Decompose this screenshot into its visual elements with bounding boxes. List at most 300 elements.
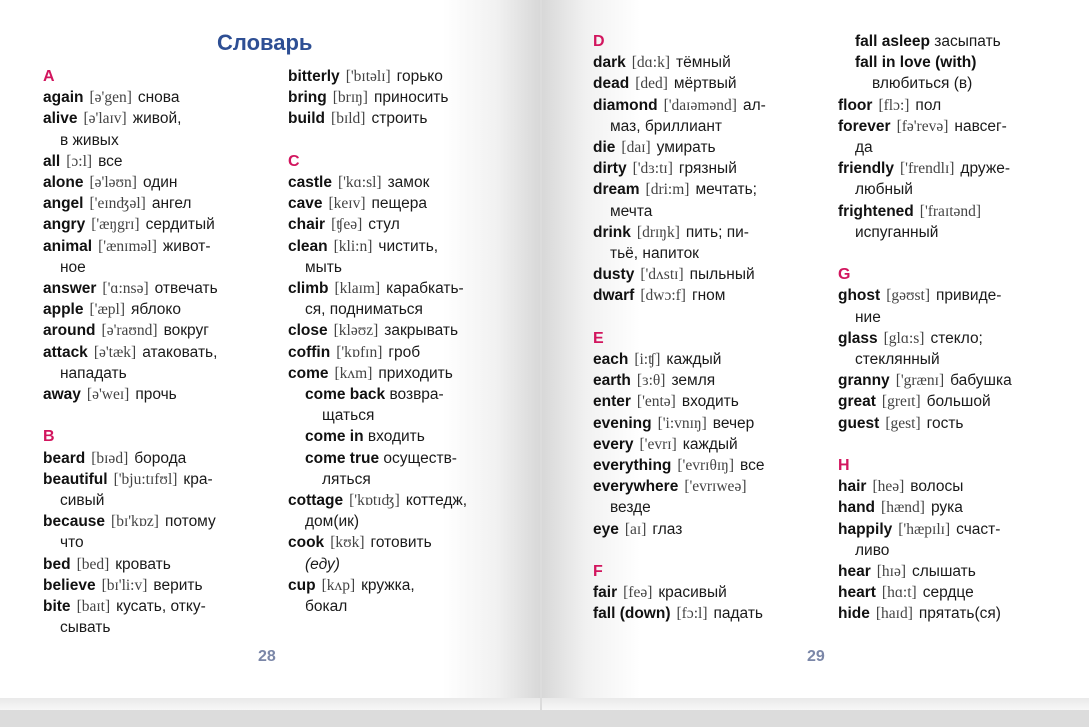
- entry-transcription: [kli:n]: [333, 237, 373, 255]
- section-letter: E: [593, 329, 604, 347]
- dictionary-entry: [593, 349, 813, 370]
- entry-word: granny: [838, 372, 890, 390]
- dictionary-entry: [288, 575, 503, 617]
- entry-transcription: [bɪ'kɒz]: [111, 513, 159, 531]
- entry-translation: готовить: [370, 534, 432, 552]
- entry-translation: кровать: [115, 555, 171, 573]
- entry-word: frightened: [838, 202, 914, 220]
- dictionary-entry: [593, 476, 813, 518]
- entry-word: hear: [838, 563, 871, 581]
- section-gap: [593, 540, 813, 561]
- dictionary-column-1: [43, 66, 258, 638]
- entry-translation: гроб: [388, 343, 421, 361]
- entry-word: come in: [305, 428, 364, 446]
- entry-translation: вокруг: [163, 322, 209, 340]
- entry-word: earth: [593, 372, 631, 390]
- entry-translation-continued: тьё, напиток: [610, 245, 699, 263]
- dictionary-entry: [288, 278, 503, 320]
- entry-transcription: [ɔ:l]: [66, 152, 93, 170]
- dictionary-entry: [838, 201, 1053, 243]
- entry-translation: живой,: [132, 110, 182, 128]
- entry-transcription: [fə'revə]: [896, 117, 949, 135]
- entry-word: enter: [593, 393, 631, 411]
- entry-translation: ал-: [742, 96, 766, 114]
- dictionary-entry: [838, 52, 1053, 94]
- entry-translation-continued: дом(ик): [305, 513, 360, 531]
- entry-translation: пыльный: [689, 266, 755, 284]
- section-letter: F: [593, 563, 603, 581]
- entry-transcription: ['æpl]: [89, 301, 125, 319]
- section-gap: [43, 405, 258, 426]
- entry-translation: навсег-: [954, 117, 1007, 135]
- entry-translation: все: [98, 152, 123, 170]
- entry-translation: красивый: [658, 584, 727, 602]
- entry-transcription: [aɪ]: [624, 520, 647, 538]
- entry-translation-continued: ное: [60, 258, 86, 276]
- entry-translation: приходить: [378, 364, 453, 382]
- entry-word: hide: [838, 605, 870, 623]
- entry-transcription: [bɪld]: [331, 110, 366, 128]
- entry-word: floor: [838, 96, 873, 114]
- entry-translation-continued: бокал: [305, 598, 348, 616]
- entry-translation: умирать: [656, 139, 716, 156]
- dictionary-entry: [838, 603, 1053, 624]
- entry-word: great: [838, 393, 876, 411]
- entry-note: (еду): [305, 555, 340, 573]
- entry-translation: гном: [691, 287, 726, 305]
- entry-transcription: [kʊk]: [330, 534, 365, 552]
- entry-translation: стекло;: [930, 329, 983, 347]
- entry-transcription: [gest]: [885, 414, 921, 432]
- entry-transcription: ['æŋgrɪ]: [91, 216, 140, 234]
- entry-word: chair: [288, 216, 326, 234]
- entry-translation: прочь: [135, 386, 177, 404]
- entry-word: all: [43, 152, 61, 170]
- dictionary-entry: [288, 193, 503, 214]
- dictionary-entry: [838, 582, 1053, 603]
- entry-word: hair: [838, 478, 867, 496]
- dictionary-entry: [593, 519, 813, 540]
- dictionary-entry: [593, 455, 813, 476]
- dictionary-entry: [43, 299, 258, 320]
- section-letter: D: [593, 33, 605, 50]
- entry-transcription: ['entə]: [636, 393, 676, 411]
- entry-translation: грязный: [678, 160, 737, 178]
- entry-translation: ангел: [151, 195, 192, 213]
- entry-word: dwarf: [593, 287, 635, 305]
- dictionary-column-3: [593, 31, 813, 625]
- dictionary-entry: [838, 95, 1053, 116]
- section-gap: [288, 130, 503, 151]
- entry-word: drink: [593, 223, 631, 241]
- entry-word: castle: [288, 173, 332, 191]
- entry-word: cup: [288, 576, 316, 594]
- entry-word: again: [43, 89, 84, 107]
- entry-translation-continued: что: [60, 534, 84, 552]
- entry-translation: живот-: [162, 237, 211, 255]
- entry-transcription: [bɪəd]: [91, 449, 129, 467]
- entry-translation: рука: [930, 499, 963, 517]
- dictionary-entry: [593, 73, 813, 94]
- entry-transcription: ['i:vnɪŋ]: [657, 414, 707, 432]
- entry-translation: счаст-: [956, 520, 1001, 538]
- entry-translation-continued: сывать: [60, 619, 111, 637]
- entry-word: eye: [593, 520, 619, 538]
- entry-word: apple: [43, 301, 84, 319]
- entry-translation-continued: любный: [855, 181, 913, 199]
- entry-word: every: [593, 435, 634, 453]
- entry-transcription: [bed]: [76, 555, 110, 573]
- entry-transcription: [kʌm]: [334, 364, 373, 382]
- entry-translation: тёмный: [676, 54, 731, 72]
- entry-word: believe: [43, 576, 96, 594]
- page-number-left: 28: [258, 648, 276, 665]
- dictionary-entry: [593, 95, 813, 137]
- entry-translation: коттедж,: [405, 492, 468, 510]
- entry-transcription: [gəʊst]: [886, 287, 930, 305]
- entry-word: dusty: [593, 266, 635, 284]
- entry-word: around: [43, 322, 96, 340]
- dictionary-entry: [43, 87, 258, 108]
- entry-translation-continued: влюбиться (в): [872, 75, 973, 93]
- entry-translation: входить: [681, 393, 739, 411]
- entry-translation-continued: в живых: [60, 131, 119, 149]
- entry-transcription: ['kɒtɪʤ]: [349, 492, 400, 510]
- entry-translation: земля: [671, 372, 716, 390]
- entry-translation: горько: [396, 68, 443, 85]
- entry-word: heart: [838, 584, 876, 602]
- dictionary-entry: [43, 151, 258, 172]
- dictionary-entry: [593, 137, 813, 158]
- entry-word: everything: [593, 457, 672, 475]
- entry-word: cook: [288, 534, 325, 552]
- entry-translation-continued: стеклянный: [855, 351, 940, 369]
- entry-translation: пить; пи-: [685, 223, 749, 241]
- entry-translation: замок: [387, 173, 430, 191]
- dictionary-entry: [288, 320, 503, 341]
- entry-transcription: ['frendlɪ]: [899, 160, 955, 178]
- entry-translation-continued: ливо: [855, 541, 890, 559]
- entry-translation-continued: везде: [610, 499, 651, 517]
- entry-word: ghost: [838, 287, 881, 305]
- entry-transcription: [ə'raʊnd]: [101, 322, 158, 340]
- section-gap: [593, 307, 813, 328]
- entry-word: because: [43, 513, 106, 531]
- entry-transcription: [kləʊz]: [333, 322, 379, 340]
- entry-word: forever: [838, 117, 891, 135]
- entry-transcription: [drɪŋk]: [636, 223, 680, 241]
- dictionary-entry: [43, 384, 258, 405]
- dictionary-entry: [288, 448, 503, 490]
- entry-transcription: [heə]: [872, 478, 905, 496]
- dictionary-entry: [593, 52, 813, 73]
- entry-word: bite: [43, 598, 71, 616]
- dictionary-entry: [593, 264, 813, 285]
- entry-translation: мёртвый: [673, 75, 737, 93]
- entry-translation: сердитый: [145, 216, 215, 234]
- entry-transcription: [ə'laɪv]: [83, 110, 127, 128]
- entry-word: alone: [43, 174, 84, 191]
- entry-translation: прятать(ся): [918, 605, 1001, 623]
- dictionary-entry: [288, 490, 503, 532]
- entry-transcription: ['kɑ:sl]: [337, 173, 382, 191]
- dictionary-entry: [593, 158, 813, 179]
- entry-translation: пол: [915, 96, 942, 114]
- entry-word: fair: [593, 584, 618, 602]
- entry-transcription: [ɜ:θ]: [636, 372, 666, 390]
- entry-transcription: ['ænɪməl]: [98, 237, 157, 255]
- dictionary-entry: [838, 158, 1053, 200]
- page-number-right: 29: [807, 648, 825, 665]
- entry-word: guest: [838, 414, 880, 432]
- entry-translation: гость: [926, 414, 964, 432]
- entry-translation-continued: [288, 554, 503, 575]
- entry-translation: слышать: [912, 563, 976, 581]
- entry-transcription: ['kɒfɪn]: [336, 343, 383, 361]
- entry-transcription: [klaɪm]: [334, 280, 381, 297]
- entry-word: cave: [288, 195, 323, 213]
- dictionary-entry: [43, 596, 258, 638]
- dictionary-entry: [288, 66, 503, 87]
- entry-translation-continued: испуганный: [855, 223, 939, 241]
- entry-word: fall asleep: [855, 33, 930, 50]
- section-letter: H: [838, 457, 850, 475]
- entry-transcription: [feə]: [623, 584, 653, 602]
- entry-translation-continued: мечта: [610, 202, 653, 220]
- dictionary-entry: [288, 214, 503, 235]
- entry-transcription: [fɔ:l]: [676, 605, 708, 623]
- entry-word: fall (down): [593, 605, 671, 623]
- entry-translation: возвра-: [389, 386, 444, 404]
- entry-transcription: [dɑ:k]: [631, 54, 670, 72]
- dictionary-entry: [593, 434, 813, 455]
- dictionary-column-4: [838, 31, 1053, 625]
- entry-word: dirty: [593, 160, 627, 178]
- entry-transcription: ['evrɪθɪŋ]: [677, 457, 735, 475]
- dictionary-entry: [43, 554, 258, 575]
- entry-transcription: [ʧeə]: [331, 216, 363, 234]
- entry-word: happily: [838, 520, 893, 538]
- entry-word: build: [288, 110, 326, 128]
- entry-word: bed: [43, 555, 71, 573]
- entry-word: dead: [593, 75, 630, 93]
- dictionary-entry: [288, 426, 503, 447]
- dictionary-entry: [593, 413, 813, 434]
- dictionary-entry: [838, 116, 1053, 158]
- entry-translation: вечер: [712, 414, 755, 432]
- entry-translation: яблоко: [131, 301, 181, 319]
- entry-transcription: [hænd]: [881, 499, 925, 517]
- entry-word: coffin: [288, 343, 331, 361]
- entry-translation: каждый: [666, 351, 722, 368]
- dictionary-entry: [838, 31, 1053, 52]
- entry-translation: пещера: [371, 195, 427, 213]
- entry-transcription: [ə'weɪ]: [86, 386, 130, 404]
- entry-transcription: ['evrɪweə]: [684, 478, 747, 496]
- entry-transcription: [dri:m]: [645, 181, 690, 199]
- entry-translation: строить: [371, 110, 428, 128]
- section-letter: G: [838, 266, 851, 284]
- entry-transcription: ['bju:tɪfʊl]: [113, 470, 178, 488]
- entry-transcription: [keɪv]: [328, 195, 366, 213]
- entry-word: evening: [593, 414, 652, 432]
- entry-translation-continued: ся, подниматься: [305, 301, 423, 319]
- dictionary-entry: [288, 342, 503, 363]
- entry-translation: отвечать: [154, 280, 218, 298]
- section-letter: B: [43, 428, 55, 446]
- entry-translation: привиде-: [936, 287, 1002, 305]
- entry-translation: верить: [153, 576, 203, 594]
- entry-translation: глаз: [652, 520, 683, 538]
- entry-word: close: [288, 322, 328, 340]
- dictionary-entry: [43, 511, 258, 553]
- entry-word: fall in love (with): [855, 54, 977, 72]
- entry-word: angry: [43, 216, 86, 234]
- entry-word: attack: [43, 343, 88, 361]
- entry-transcription: [brɪŋ]: [332, 89, 368, 107]
- entry-transcription: [bɪ'li:v]: [101, 576, 148, 594]
- dictionary-entry: [593, 285, 813, 306]
- entry-word: die: [593, 139, 616, 156]
- entry-transcription: ['dʌstɪ]: [640, 266, 684, 284]
- dictionary-entry: [43, 448, 258, 469]
- entry-transcription: [baɪt]: [76, 598, 111, 616]
- entry-word: come: [288, 364, 329, 382]
- dictionary-entry: [288, 532, 503, 574]
- dictionary-entry: [43, 320, 258, 341]
- dictionary-entry: [593, 391, 813, 412]
- dictionary-entry: [288, 384, 503, 426]
- left-page: [0, 0, 540, 700]
- dictionary-entry: [43, 172, 258, 193]
- dictionary-entry: [288, 108, 503, 129]
- entry-translation-continued: сивый: [60, 492, 105, 510]
- entry-word: diamond: [593, 96, 658, 114]
- dictionary-entry: [838, 561, 1053, 582]
- entry-word: dream: [593, 181, 640, 199]
- entry-translation: все: [740, 457, 765, 475]
- entry-translation: кусать, отку-: [116, 598, 206, 616]
- dictionary-entry: [43, 342, 258, 384]
- dictionary-entry: [43, 214, 258, 235]
- entry-translation: волосы: [910, 478, 964, 496]
- entry-word: bitterly: [288, 68, 340, 85]
- entry-transcription: [hɑ:t]: [881, 584, 917, 602]
- entry-translation: атаковать,: [142, 343, 218, 361]
- entry-word: away: [43, 386, 81, 404]
- entry-transcription: ['eɪnʤəl]: [89, 195, 146, 213]
- entry-transcription: [dwɔ:f]: [640, 287, 686, 305]
- dictionary-column-2: [288, 66, 503, 617]
- dictionary-entry: [838, 370, 1053, 391]
- entry-translation: кра-: [183, 470, 213, 488]
- entry-word: everywhere: [593, 478, 679, 496]
- entry-translation: кружка,: [361, 576, 415, 594]
- entry-word: cottage: [288, 492, 344, 510]
- entry-word: glass: [838, 329, 878, 347]
- entry-transcription: ['dɜ:tɪ]: [632, 160, 673, 178]
- entry-word: answer: [43, 280, 97, 298]
- entry-word: come back: [305, 386, 386, 404]
- dictionary-entry: [593, 370, 813, 391]
- entry-translation: один: [142, 174, 178, 191]
- dictionary-entry: [838, 497, 1053, 518]
- dictionary-entry: [838, 476, 1053, 497]
- entry-translation-continued: маз, бриллиант: [610, 117, 723, 135]
- dictionary-entry: [593, 603, 813, 624]
- dictionary-entry: [838, 391, 1053, 412]
- entry-transcription: [daɪ]: [621, 139, 651, 156]
- section-gap: [838, 243, 1053, 264]
- dictionary-entry: [593, 582, 813, 603]
- entry-translation: падать: [713, 605, 763, 623]
- entry-translation: входить: [367, 428, 425, 446]
- section-letter: A: [43, 68, 55, 85]
- entry-transcription: ['bɪtəlɪ]: [345, 68, 391, 85]
- entry-word: friendly: [838, 160, 894, 178]
- entry-transcription: [kʌp]: [321, 576, 356, 594]
- entry-transcription: [i:ʧ]: [634, 351, 661, 368]
- entry-translation-continued: ние: [855, 308, 881, 326]
- entry-transcription: ['fraɪtənd]: [919, 202, 982, 220]
- entry-translation: большой: [926, 393, 991, 411]
- entry-transcription: [ə'tæk]: [93, 343, 137, 361]
- entry-translation: осуществ-: [383, 449, 457, 467]
- section-gap: [838, 434, 1053, 455]
- entry-translation: друже-: [960, 160, 1010, 178]
- entry-transcription: [flɔ:]: [878, 96, 910, 114]
- entry-transcription: [haɪd]: [875, 605, 913, 623]
- entry-translation: мечтать;: [695, 181, 757, 199]
- dictionary-entry: [838, 519, 1053, 561]
- dictionary-entry: [593, 179, 813, 221]
- entry-translation: снова: [137, 89, 180, 107]
- entry-transcription: [greɪt]: [881, 393, 921, 411]
- dictionary-entry: [43, 469, 258, 511]
- right-page: [542, 0, 1089, 700]
- entry-transcription: ['ɑ:nsə]: [102, 280, 149, 298]
- entry-translation: каждый: [682, 435, 738, 453]
- dictionary-entry: [43, 278, 258, 299]
- entry-transcription: [ə'gen]: [89, 89, 132, 107]
- entry-word: alive: [43, 110, 78, 128]
- dictionary-entry: [593, 222, 813, 264]
- dictionary-entry: [838, 413, 1053, 434]
- entry-translation: закрывать: [384, 322, 459, 340]
- entry-word: beard: [43, 449, 86, 467]
- dictionary-entry: [43, 108, 258, 150]
- dictionary-entry: [43, 236, 258, 278]
- dictionary-entry: [288, 172, 503, 193]
- entry-word: hand: [838, 499, 876, 517]
- entry-transcription: [ə'ləʊn]: [89, 174, 137, 191]
- entry-transcription: [glɑ:s]: [883, 329, 925, 347]
- entry-word: dark: [593, 54, 626, 72]
- section-letter: C: [288, 152, 300, 170]
- dictionary-entry: [288, 236, 503, 278]
- entry-word: beautiful: [43, 470, 108, 488]
- entry-translation: потому: [164, 513, 216, 531]
- page-title: Словарь: [217, 30, 313, 55]
- entry-word: clean: [288, 237, 328, 255]
- entry-word: animal: [43, 237, 93, 255]
- entry-translation-continued: нападать: [60, 364, 127, 382]
- entry-translation-continued: ляться: [322, 470, 371, 488]
- entry-translation: стул: [368, 216, 400, 234]
- entry-word: bring: [288, 89, 327, 107]
- entry-word: each: [593, 351, 629, 368]
- entry-translation: бабушка: [950, 372, 1012, 390]
